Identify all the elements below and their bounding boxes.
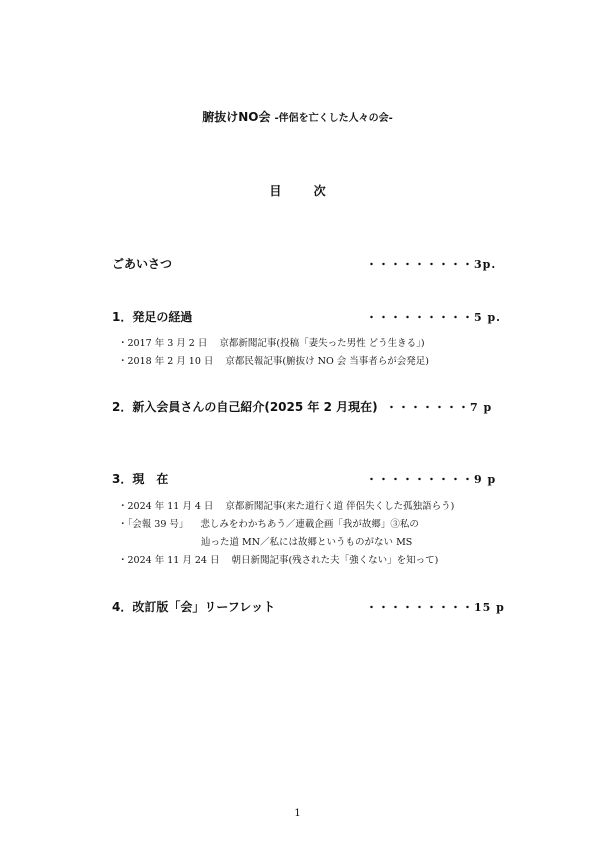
item-text: 京都民報記事(腑抜け NO 会 当事者らが会発足) (225, 356, 429, 367)
toc-section4-page: ・・・・・・・・・15 p (366, 601, 505, 614)
toc-section1-label: 1．発足の経過 (112, 310, 193, 324)
title-main: 腑抜けNO会 (202, 110, 271, 124)
toc-section3-item (118, 498, 454, 512)
toc-section2-label: 2．新入会員さんの自己紹介(2025 年 2 月現在) (112, 400, 378, 414)
document-title (0, 108, 595, 125)
item-text: 辿った道 MN／私には故郷というものがない MS (201, 537, 413, 548)
toc-greeting-page: ・・・・・・・・・3p. (366, 258, 497, 271)
item-text: 京都新聞記事(投稿「妻失った男性 どう生きる」) (219, 338, 425, 349)
item-text: 悲しみをわかちあう／連載企画「我が故郷」③私の (200, 519, 419, 530)
item-text: 朝日新聞記事(残された夫「強くない」を知って) (231, 555, 439, 566)
toc-section3-page: ・・・・・・・・・9 p (366, 473, 497, 486)
title-subtitle: -伴侶を亡くした人々の会- (274, 113, 393, 124)
page-number: 1 (294, 808, 301, 819)
toc-section1-page: ・・・・・・・・・5 p. (366, 311, 502, 324)
item-text: 京都新聞記事(来た道行く道 伴侶失くした孤独語らう) (225, 501, 455, 512)
toc-section4-label: 4．改訂版「会」リーフレット (112, 600, 276, 614)
toc-section3-item-continued (201, 534, 412, 548)
item-date: ・2018 年 2 月 10 日 (118, 356, 214, 367)
toc-section3-item (118, 516, 419, 530)
toc-section1-item (118, 353, 429, 367)
item-date: ・2017 年 3 月 2 日 (118, 338, 208, 349)
item-date: ・2024 年 11 月 4 日 (118, 501, 214, 512)
toc-heading: 目 次 (269, 184, 340, 198)
toc-section3-label: 3．現 在 (112, 472, 169, 486)
toc-greeting-label: ごあいさつ (112, 257, 173, 271)
item-date: ・2024 年 11 月 24 日 (118, 555, 220, 566)
toc-section3-item (118, 552, 438, 566)
toc-section2-page: ・・・・・・・7 p (386, 401, 493, 414)
item-date: ・「会報 39 号」 (118, 519, 189, 530)
toc-section1-item (118, 335, 425, 349)
